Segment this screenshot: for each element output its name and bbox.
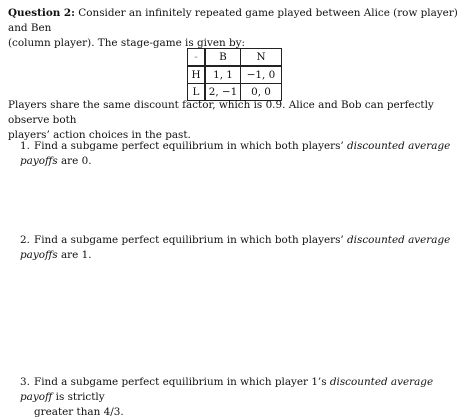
row-label-h: H <box>188 66 206 84</box>
intro-line-2: (column player). The stage-game is given by: <box>8 37 246 49</box>
row-label-l: L <box>188 84 206 101</box>
table-row-h <box>188 66 282 84</box>
cell-h-b: 1, 1 <box>205 66 241 84</box>
question-item-3 <box>20 375 460 420</box>
cell-l-n: 0, 0 <box>241 84 282 101</box>
item-text: Find a subgame perfect equilibrium in which both players’ <box>34 234 348 246</box>
item-number: 1. <box>20 140 30 152</box>
cell-h-n: −1, 0 <box>241 66 282 84</box>
item-text-end: are 0. <box>57 155 92 167</box>
item-emphasis: discounted average payoffs <box>20 234 451 261</box>
question-label: Question 2: <box>8 7 75 19</box>
table-corner-cell: - <box>188 49 206 67</box>
item-text: Find a subgame perfect equilibrium in which both players’ <box>34 140 348 152</box>
intro-line-1 <box>8 6 468 36</box>
col-header-n: N <box>241 49 282 67</box>
table-header-row <box>188 49 282 67</box>
item-emphasis: discounted average payoffs <box>20 140 451 167</box>
item-emphasis: discounted average payoff <box>20 376 434 403</box>
item-continuation: greater than 4/3. <box>34 406 124 418</box>
col-header-b: B <box>205 49 241 67</box>
setup-line-1: Players share the same discount factor, which is 0.9. Alice and Bob can perfectly observe both <box>8 99 434 126</box>
cell-l-b: 2, −1 <box>205 84 241 101</box>
item-number: 2. <box>20 234 30 246</box>
question-item-2 <box>20 233 460 263</box>
item-text-end: is strictly <box>52 391 105 403</box>
item-text-end: are 1. <box>57 249 92 261</box>
question-intro <box>8 6 468 51</box>
setup-paragraph <box>8 98 468 143</box>
item-text: Find a subgame perfect equilibrium in which player 1’s <box>34 376 330 388</box>
payoff-matrix <box>187 48 282 101</box>
setup-line-2: players’ action choices in the past. <box>8 129 191 141</box>
item-number: 3. <box>20 376 30 388</box>
question-item-1 <box>20 139 460 169</box>
intro-text-1: Consider an infinitely repeated game played between Alice (row player) and Ben <box>8 7 458 34</box>
